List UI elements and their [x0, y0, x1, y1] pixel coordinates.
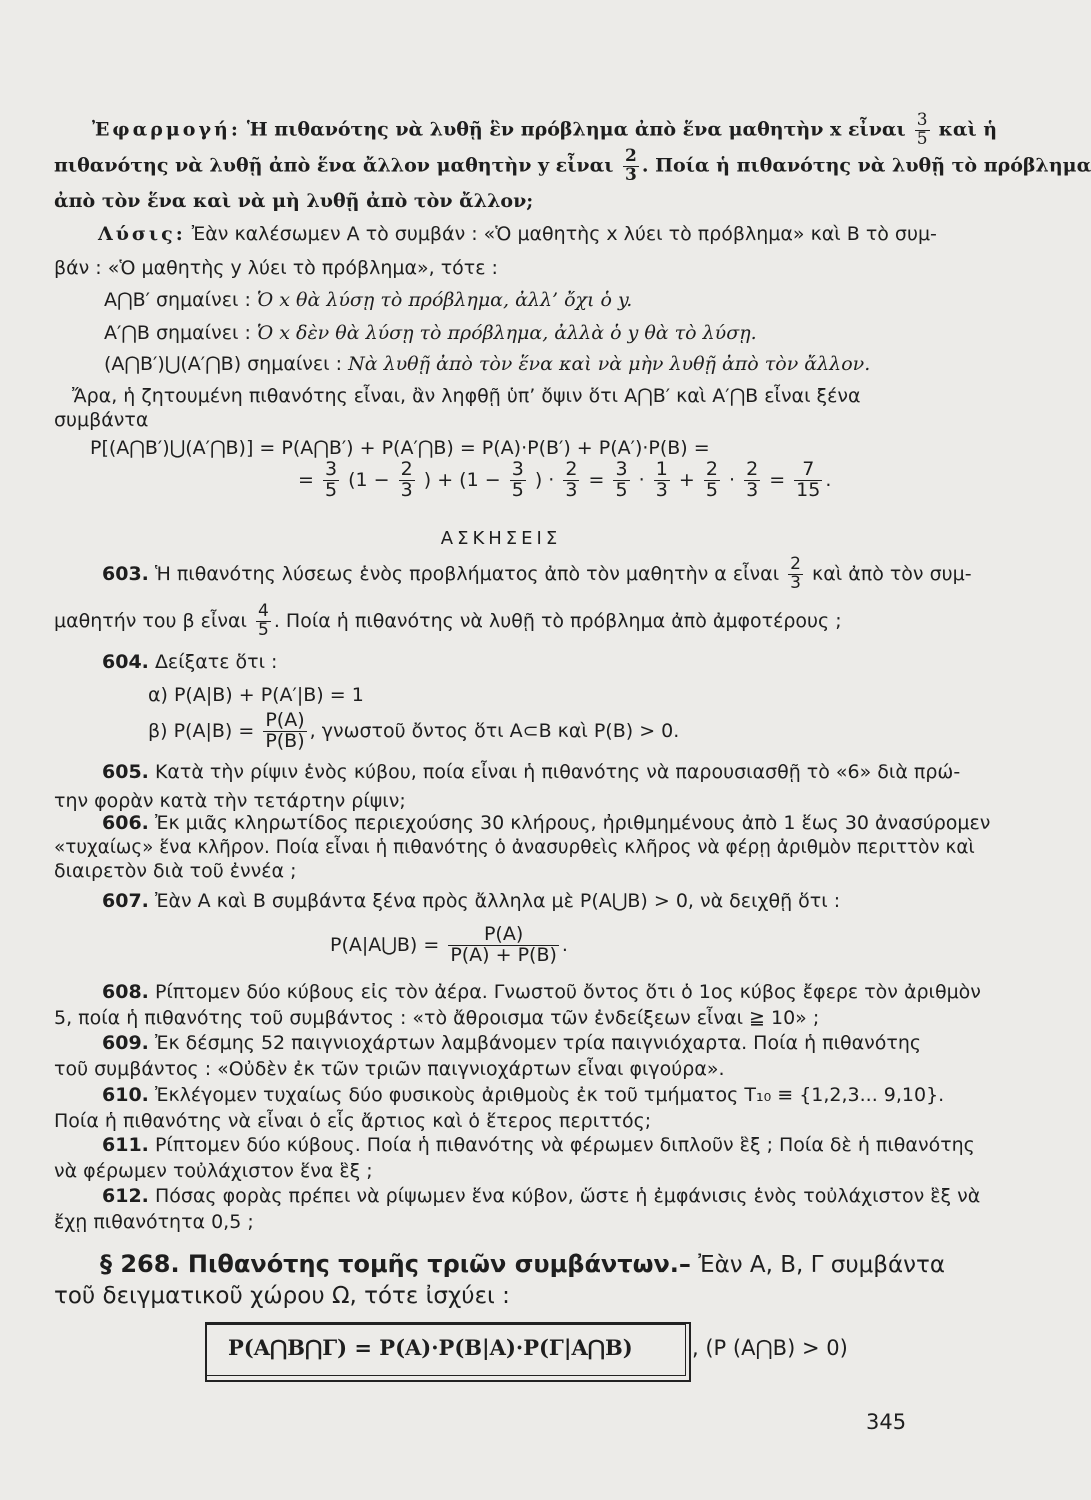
solution-line-5: (A⋂B′)⋃(A′⋂B) σημαίνει : Νὰ λυθῇ ἀπὸ τὸν ἕνα καὶ νὰ μὴν λυθῇ ἀπὸ τὸν ἄλλον.	[104, 353, 871, 375]
exercise-606-line-1: 606. Ἐκ μιᾶς κληρωτίδος περιεχούσης 30 κλήρους, ἠριθμημένους ἀπὸ 1 ἕως 30 ἀνασύρομεν	[102, 812, 991, 834]
exercise-610-line-1: 610. Ἐκλέγομεν τυχαίως δύο φυσικοὺς ἀριθμοὺς ἐκ τοῦ τμήματος T₁₀ ≡ {1,2,3... 9,10}.	[102, 1084, 945, 1106]
exercise-607-formula: P(A|A⋃B) = $\frac{P(A)}{P(A) + P(B)}$ .	[330, 923, 568, 966]
example-line-2: πιθανότης νὰ λυθῇ ἀπὸ ἕνα ἄλλον μαθητὴν y εἶναι $\frac{2}{3}$ . Ποία ἡ πιθανότης νὰ λυθῇ τὸ πρόβλημα	[54, 146, 1091, 185]
exercise-607-line-1: 607. Ἐὰν A καὶ B συμβάντα ξένα πρὸς ἄλληλα μὲ P(A⋃B) > 0, νὰ δειχθῇ ὅτι :	[102, 890, 841, 912]
solution-equation-2: = $\frac{3}{5}$ (1 − $\frac{2}{3}$ ) + (1 − $\frac{3}{5}$ ) · $\frac{2}{3}$ = $\frac{3}{5}$ · $\frac{1}{3}$ + $\frac{2}{5}$ · $\frac{2}{3}$ = $\frac{7}{15}$ .	[298, 458, 832, 501]
fraction: $\frac{2}{3}$	[746, 458, 759, 501]
solution-line-4: A′⋂B σημαίνει : Ὁ x δὲν θὰ λύσῃ τὸ πρόβλημα, ἀλλὰ ὁ y θὰ τὸ λύσῃ.	[104, 322, 757, 344]
exercise-611-line-2: νὰ φέρωμεν τοὐλάχιστον ἕνα ἓξ ;	[54, 1160, 373, 1182]
fraction: $\frac{3}{5}$	[916, 110, 928, 149]
example-line-1: Ἐφαρμογή: Ἡ πιθανότης νὰ λυθῇ ἓν πρόβλημα ἀπὸ ἕνα μαθητὴν x εἶναι $\frac{3}{5}$ καὶ ἡ	[92, 110, 998, 149]
exercise-608-line-2: 5, ποία ἡ πιθανότης τοῦ συμβάντος : «τὸ ἄθροισμα τῶν ἐνδείξεων εἶναι ≧ 10» ;	[54, 1007, 820, 1029]
solution-line-3: A⋂B′ σημαίνει : Ὁ x θὰ λύσῃ τὸ πρόβλημα, ἀλλ’ ὄχι ὁ y.	[104, 289, 633, 311]
exercise-611-line-1: 611. Ρίπτομεν δύο κύβους. Ποία ἡ πιθανότης νὰ φέρωμεν διπλοῦν ἓξ ; Ποία δὲ ἡ πιθανότης	[102, 1134, 975, 1156]
fraction: $\frac{3}{5}$	[324, 458, 338, 501]
fraction: $\frac{1}{3}$	[655, 458, 668, 501]
solution-line-1: Λύσις: Ἐὰν καλέσωμεν Α τὸ συμβάν : «Ὁ μαθητὴς x λύει τὸ πρόβλημα» καὶ Β τὸ συμ-	[98, 223, 937, 245]
exercise-604-b: β) P(A|B) = $\frac{P(A)}{P(B)}$ , γνωστοῦ ὄντος ὅτι A⊂B καὶ P(B) > 0.	[148, 709, 680, 752]
exercise-612-line-2: ἔχῃ πιθανότητα 0,5 ;	[54, 1211, 254, 1233]
fraction: $\frac{P(A)}{P(B)}$	[265, 709, 305, 752]
section-title: § 268. Πιθανότης τομῆς τριῶν συμβάντων.–	[100, 1250, 691, 1278]
section-268-line-1: § 268. Πιθανότης τομῆς τριῶν συμβάντων.– Ἐὰν A, B, Γ συμβάντα	[100, 1250, 946, 1278]
exercise-606-line-2: «τυχαίως» ἕνα κλῆρον. Ποία εἶναι ἡ πιθανότης ὁ ἀνασυρθεὶς κλῆρος νὰ φέρῃ ἀριθμὸν περιττὸν καὶ	[54, 837, 975, 858]
exercise-604-a: α) P(A|B) + P(A′|B) = 1	[148, 684, 364, 706]
fraction: $\frac{2}{5}$	[705, 458, 718, 501]
exercise-612-line-1: 612. Πόσας φορὰς πρέπει νὰ ρίψωμεν ἕνα κύβον, ὥστε ἡ ἐμφάνισις ἑνὸς τοὐλάχιστον ἓξ νὰ	[102, 1185, 981, 1207]
fraction: $\frac{4}{5}$	[258, 601, 269, 640]
exercise-609-line-2: τοῦ συμβάντος : «Οὐδὲν ἐκ τῶν τριῶν παιγνιοχάρτων εἶναι φιγούρα».	[54, 1058, 725, 1080]
fraction: $\frac{2}{3}$	[625, 146, 637, 185]
fraction: $\frac{3}{5}$	[511, 458, 524, 501]
exercise-603-line-2: μαθητήν του β εἶναι $\frac{4}{5}$ . Ποία ἡ πιθανότης νὰ λυθῇ τὸ πρόβλημα ἀπὸ ἀμφοτέρους ;	[54, 601, 842, 640]
example-line-3: ἀπὸ τὸν ἕνα καὶ νὰ μὴ λυθῇ ἀπὸ τὸν ἄλλον;	[54, 190, 534, 212]
exercise-603-line-1: 603. Ἡ πιθανότης λύσεως ἑνὸς προβλήματος ἀπὸ τὸν μαθητὴν α εἶναι $\frac{2}{3}$ καὶ ἀπὸ τὸν συμ-	[102, 554, 972, 593]
exercise-608-line-1: 608. Ρίπτομεν δύο κύβους εἰς τὸν ἀέρα. Γνωστοῦ ὄντος ὅτι ὁ 1ος κύβος ἔφερε τὸν ἀριθμὸν	[102, 981, 981, 1003]
formula-condition: , (P (A⋂B) > 0)	[692, 1336, 848, 1360]
fraction: $\frac{P(A)}{P(A) + P(B)}$	[450, 923, 557, 966]
solution-equation-1: P[(A⋂B′)⋃(A′⋂B)] = P(A⋂B′) + P(A′⋂B) = P(A)·P(B′) + P(A′)·P(B) =	[90, 437, 710, 459]
exercises-heading: ΑΣΚΗΣΕΙΣ	[440, 528, 562, 549]
exercise-605-line-1: 605. Κατὰ τὴν ρίψιν ἑνὸς κύβου, ποία εἶναι ἡ πιθανότης νὰ παρουσιασθῇ τὸ «6» διὰ πρώ-	[102, 761, 961, 783]
fraction: $\frac{2}{3}$	[400, 458, 413, 501]
exercise-606-line-3: διαιρετὸν διὰ τοῦ ἐννέα ;	[54, 860, 297, 882]
boxed-formula: P(A⋂B⋂Γ) = P(A)·P(B|A)·P(Γ|A⋂B)	[228, 1335, 633, 1360]
section-268-line-2: τοῦ δειγματικοῦ χώρου Ω, τότε ἰσχύει :	[54, 1283, 510, 1309]
solution-line-2: βάν : «Ὁ μαθητὴς y λύει τὸ πρόβλημα», τότε :	[54, 257, 498, 279]
exercise-605-line-2: την φορὰν κατὰ τὴν τετάρτην ρίψιν;	[54, 790, 406, 812]
solution-line-7: συμβάντα	[54, 409, 149, 431]
example-label: Ἐφαρμογή:	[92, 118, 241, 141]
solution-line-6: Ἄρα, ἡ ζητουμένη πιθανότης εἶναι, ἂν ληφθῇ ὑπ’ ὄψιν ὅτι A⋂B′ καὶ A′⋂B εἶναι ξένα	[72, 385, 861, 407]
solution-label: Λύσις:	[98, 223, 186, 245]
exercise-609-line-1: 609. Ἐκ δέσμης 52 παιγνιοχάρτων λαμβάνομεν τρία παιγνιόχαρτα. Ποία ἡ πιθανότης	[102, 1032, 922, 1054]
fraction: $\frac{3}{5}$	[615, 458, 628, 501]
exercise-604-line-1: 604. Δείξατε ὅτι :	[102, 651, 278, 673]
example-text: Ἡ πιθανότης νὰ λυθῇ ἓν πρόβλημα ἀπὸ ἕνα μαθητὴν x εἶναι	[246, 118, 906, 141]
fraction: $\frac{2}{3}$	[565, 458, 578, 501]
fraction: $\frac{7}{15}$	[796, 458, 821, 501]
exercise-610-line-2: Ποία ἡ πιθανότης νὰ εἶναι ὁ εἷς ἄρτιος καὶ ὁ ἕτερος περιττός;	[54, 1110, 652, 1132]
page-number: 345	[866, 1410, 907, 1434]
fraction: $\frac{2}{3}$	[790, 554, 801, 593]
